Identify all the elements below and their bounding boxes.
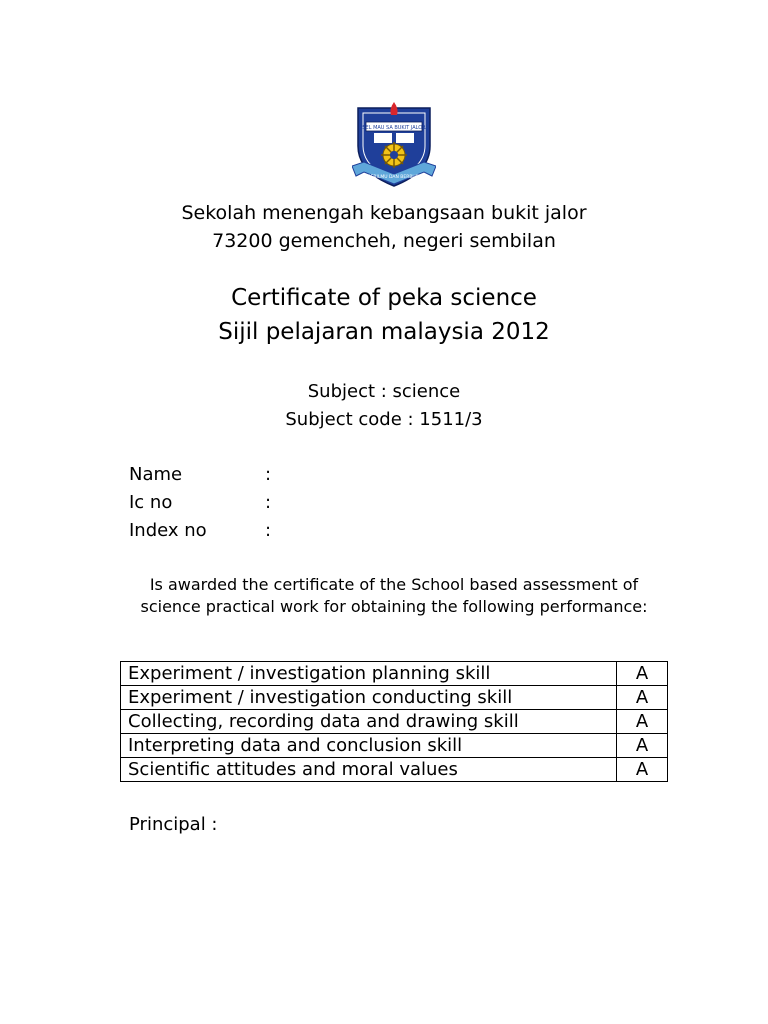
field-ic-no-label: Ic no — [129, 492, 173, 513]
field-ic-no — [129, 492, 272, 513]
grade-cell: A — [617, 662, 668, 686]
crest-ribbon-text: BERILMU DAN BERBUDI — [367, 175, 421, 180]
field-index-no-label: Index no — [129, 520, 207, 541]
certificate-subtitle: Sijil pelajaran malaysia 2012 — [218, 319, 550, 345]
principal-label: Principal : — [129, 814, 218, 835]
skill-cell: Scientific attitudes and moral values — [121, 758, 617, 782]
grade-cell: A — [617, 710, 668, 734]
skill-cell: Experiment / investigation conducting skill — [121, 686, 617, 710]
school-name: Sekolah menengah kebangsaan bukit jalor — [181, 202, 587, 224]
skill-cell: Experiment / investigation planning skill — [121, 662, 617, 686]
table-row — [121, 686, 668, 710]
subject-line: Subject : science — [307, 381, 461, 402]
field-name-colon: : — [265, 464, 272, 485]
table-row — [121, 758, 668, 782]
table-row — [121, 734, 668, 758]
field-index-no-colon: : — [265, 520, 272, 541]
field-name — [129, 464, 272, 485]
skill-cell: Collecting, recording data and drawing skill — [121, 710, 617, 734]
school-crest-logo — [352, 100, 436, 192]
school-address: 73200 gemencheh, negeri sembilan — [212, 230, 556, 252]
table-row — [121, 710, 668, 734]
field-name-label: Name — [129, 464, 183, 485]
grade-cell: A — [617, 734, 668, 758]
table-row — [121, 662, 668, 686]
performance-table — [120, 661, 668, 782]
field-index-no — [129, 520, 272, 541]
award-statement: Is awarded the certificate of the School based assessment of science practical work for obtaining the following performance: — [140, 575, 648, 616]
grade-cell: A — [617, 686, 668, 710]
crest-banner-text: SEL MAU SA BUKIT JALOR — [362, 125, 426, 131]
grade-cell: A — [617, 758, 668, 782]
subject-code-line: Subject code : 1511/3 — [285, 409, 483, 430]
field-ic-no-colon: : — [265, 492, 272, 513]
skill-cell: Interpreting data and conclusion skill — [121, 734, 617, 758]
certificate-title: Certificate of peka science — [231, 285, 537, 311]
